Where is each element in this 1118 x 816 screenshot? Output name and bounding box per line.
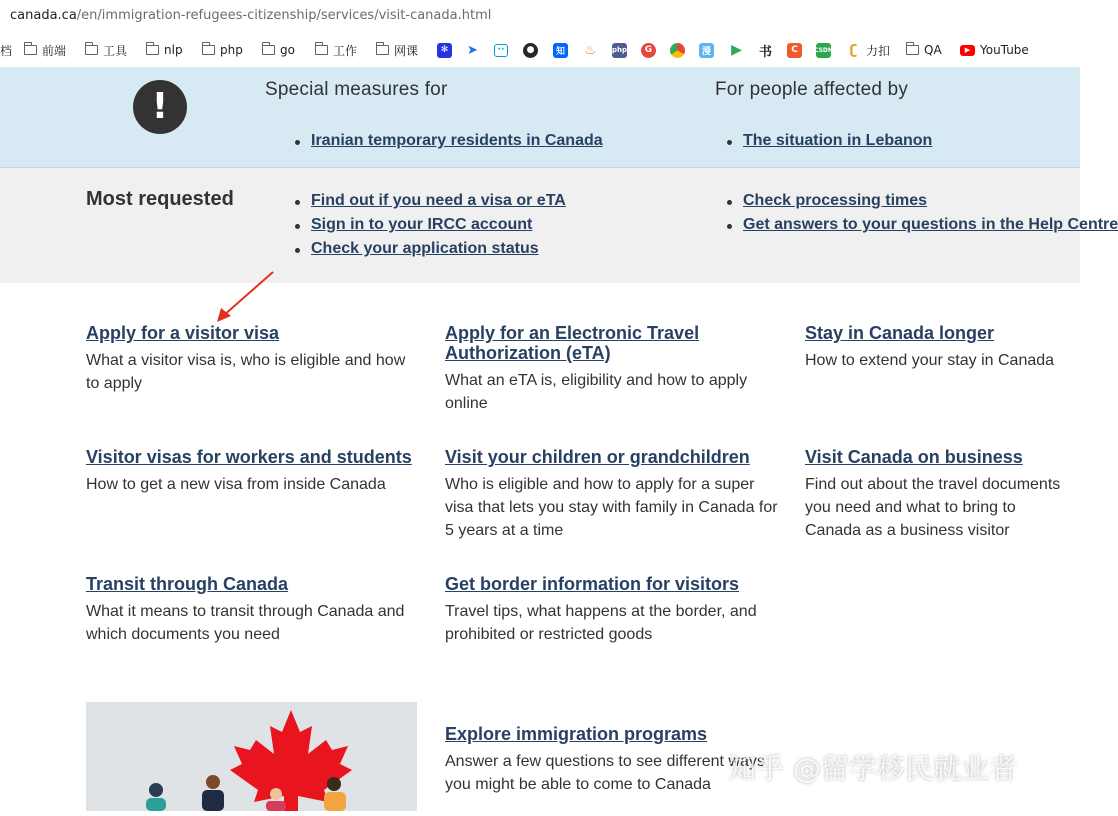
exclamation-icon: ! [133, 80, 187, 134]
service-card [86, 323, 421, 395]
application-status-link[interactable]: Check your application status [311, 240, 539, 257]
apply-visitor-visa-link[interactable]: Apply for a visitor visa [86, 323, 280, 343]
canada-illustration [86, 702, 417, 811]
card-description: Travel tips, what happens at the border, and prohibited or restricted goods [445, 603, 757, 643]
transit-link[interactable]: Transit through Canada [86, 574, 289, 594]
card-description: Who is eligible and how to apply for a super visa that lets you stay with family in Canada for 5 years at a time [445, 476, 778, 539]
special-measures-heading: Special measures for [265, 79, 448, 100]
special-measures-list [295, 129, 603, 153]
card-description: Find out about the travel documents you need and what to bring to Canada as a business visitor [805, 476, 1061, 539]
baidu-paw-icon: ✻ [437, 43, 452, 58]
folder-icon [376, 45, 389, 55]
bookmark-fire[interactable] [583, 41, 598, 59]
green-box-icon: CSDN [816, 43, 831, 58]
folder-icon [906, 45, 919, 55]
bookmark-leetcode[interactable]: ʗ 力扣 [846, 41, 890, 59]
bookmark-c[interactable] [787, 41, 802, 59]
lebanon-situation-link[interactable]: The situation in Lebanon [743, 132, 933, 149]
list-item [727, 189, 1118, 213]
list-item [295, 189, 566, 213]
explore-programs-link[interactable]: Explore immigration programs [445, 724, 708, 744]
folder-icon [202, 45, 215, 55]
bookmark-bilibili[interactable] [494, 41, 508, 59]
maple-leaf-illustration [86, 702, 417, 811]
bookmark-php[interactable]: php [202, 41, 243, 59]
iranian-residents-link[interactable]: Iranian temporary residents in Canada [311, 132, 603, 149]
list-item [727, 213, 1118, 237]
bookmark-translate[interactable] [699, 41, 714, 59]
calligraphy-icon: 书 [758, 44, 772, 60]
bookmark-calligraphy[interactable] [758, 41, 773, 59]
visit-children-link[interactable]: Visit your children or grandchildren [445, 447, 750, 467]
most-requested-right-list [727, 189, 1118, 237]
bookmark-php-site[interactable] [612, 41, 627, 59]
folder-icon [262, 45, 275, 55]
folder-icon [315, 45, 328, 55]
list-item [295, 237, 566, 261]
bookmark-chrome[interactable] [670, 41, 685, 59]
bookmark-youtube[interactable]: ▶ YouTube [960, 41, 1029, 59]
bookmark-tools[interactable]: 工具 [85, 41, 127, 59]
chrome-icon [670, 43, 685, 58]
card-description: How to get a new visa from inside Canada [86, 476, 386, 493]
c-letter-icon: C [787, 43, 802, 58]
bookmark-go[interactable]: go [262, 41, 295, 59]
service-card [805, 323, 1075, 372]
bookmark-zhihu[interactable] [553, 41, 568, 59]
bookmark-play[interactable] [729, 41, 744, 59]
bookmark-github[interactable] [523, 41, 538, 59]
red-arrow-annotation [205, 268, 279, 328]
most-requested-title: Most requested [86, 188, 234, 210]
business-visit-link[interactable]: Visit Canada on business [805, 447, 1023, 467]
apply-eta-link[interactable]: Apply for an Electronic Travel Authorization (eTA) [445, 323, 700, 363]
ircc-signin-link[interactable]: Sign in to your IRCC account [311, 216, 533, 233]
people-affected-heading: For people affected by [715, 79, 909, 100]
github-icon: ● [523, 43, 538, 58]
workers-students-visa-link[interactable]: Visitor visas for workers and students [86, 447, 412, 467]
visa-eta-check-link[interactable]: Find out if you need a visa or eTA [311, 192, 566, 209]
most-requested-left-list [295, 189, 566, 261]
bookmark-work[interactable]: 工作 [315, 41, 357, 59]
play-arrow-icon: ➤ [465, 43, 480, 58]
bookmark-arrow[interactable] [465, 41, 480, 59]
card-description: Answer a few questions to see different ways you might be able to come to Canada [445, 753, 765, 793]
bookmark-frontend[interactable]: 前端 [24, 41, 66, 59]
bookmarks-bar [0, 33, 1080, 68]
translate-icon: 漫 [699, 43, 714, 58]
bookmark-baidu[interactable] [437, 41, 452, 59]
help-centre-link[interactable]: Get answers to your questions in the Help Centre [743, 216, 1118, 233]
people-affected-list [727, 129, 932, 153]
flame-icon: ♨ [584, 42, 597, 58]
list-item [295, 213, 566, 237]
service-card [445, 447, 780, 542]
service-card [86, 574, 421, 646]
bookmark-qa[interactable]: QA [906, 41, 942, 59]
url-text[interactable]: canada.ca/en/immigration-refugees-citizenship/services/visit-canada.html [10, 8, 492, 23]
stay-longer-link[interactable]: Stay in Canada longer [805, 323, 995, 343]
youtube-icon: ▶ [960, 45, 975, 56]
service-card [445, 323, 780, 415]
card-description: What an eTA is, eligibility and how to apply online [445, 372, 748, 412]
address-bar[interactable] [0, 0, 1080, 33]
service-card [445, 574, 780, 646]
folder-icon [24, 45, 37, 55]
bookmark-green[interactable] [816, 41, 831, 59]
folder-icon [85, 45, 98, 55]
bookmark-nlp[interactable]: nlp [146, 41, 183, 59]
bookmark-docs[interactable]: 档 [0, 43, 13, 58]
card-description: How to extend your stay in Canada [805, 352, 1055, 369]
bookmark-g[interactable] [641, 41, 656, 59]
list-item [295, 129, 603, 153]
card-description: What a visitor visa is, who is eligible and how to apply [86, 352, 406, 392]
card-description: What it means to transit through Canada and which documents you need [86, 603, 405, 643]
service-card [86, 447, 421, 496]
g-circle-icon: G [641, 43, 656, 58]
bookmark-courses[interactable]: 网课 [376, 41, 418, 59]
play-triangle-icon: ▶ [729, 43, 744, 58]
service-card [805, 447, 1075, 542]
bilibili-icon: ·· [494, 44, 508, 57]
leetcode-icon: ʗ [846, 43, 861, 58]
zhihu-icon: 知 [553, 43, 568, 58]
border-info-link[interactable]: Get border information for visitors [445, 574, 740, 594]
php-icon: php [612, 43, 627, 58]
processing-times-link[interactable]: Check processing times [743, 192, 928, 209]
zhihu-watermark: 知乎 @留学移民就业者 [728, 752, 1017, 785]
folder-icon [146, 45, 159, 55]
list-item [727, 129, 932, 153]
